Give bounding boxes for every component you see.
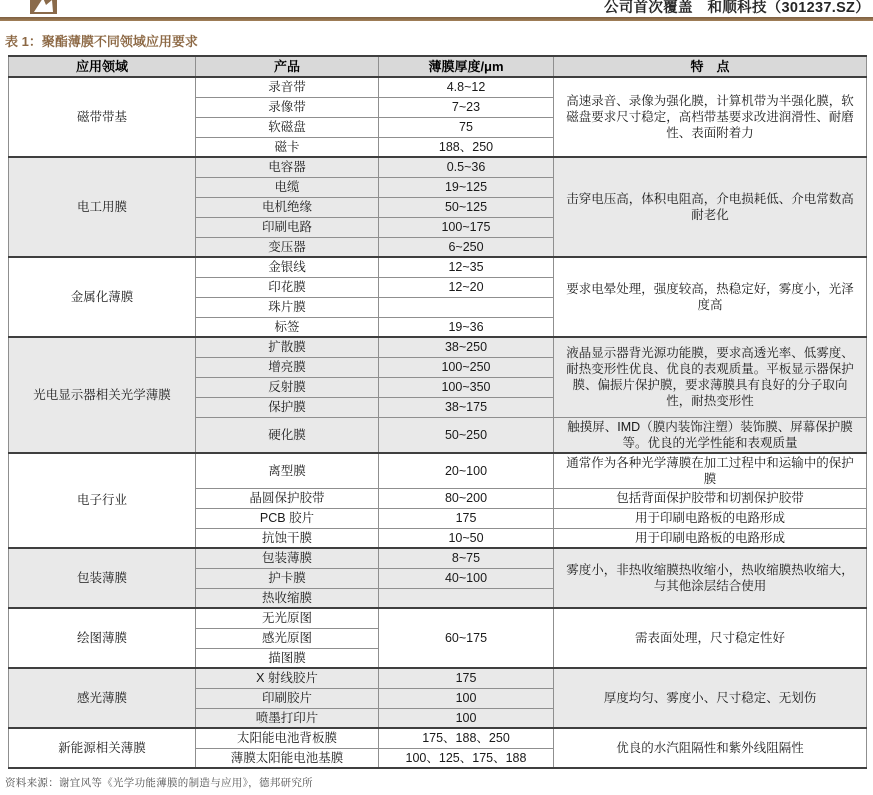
product-cell: 反射膜 [196,377,379,397]
table-header-row [9,56,867,77]
thickness-cell: 100~350 [379,377,554,397]
thickness-cell: 40~100 [379,568,554,588]
thickness-cell: 50~250 [379,417,554,453]
table-row [9,548,867,568]
feature-cell: 触摸屏、IMD（膜内装饰注塑）装饰膜、屏幕保护膜等。优良的光学性能和表观质量 [554,417,867,453]
product-cell: 太阳能电池背板膜 [196,728,379,748]
column-header-0: 应用领域 [9,56,196,77]
product-cell: 电容器 [196,157,379,177]
table-row [9,157,867,177]
thickness-cell: 175 [379,668,554,688]
document-header-title: 公司首次覆盖 和顺科技（301237.SZ） [603,0,870,16]
thickness-cell: 20~100 [379,453,554,489]
thickness-cell: 100 [379,688,554,708]
group-1 [9,157,867,257]
thickness-cell: 19~125 [379,177,554,197]
feature-cell: 要求电晕处理，强度较高，热稳定好，雾度小，光泽度高 [554,257,867,337]
group-0 [9,77,867,157]
product-cell: 喷墨打印片 [196,708,379,728]
thickness-cell: 7~23 [379,97,554,117]
group-3 [9,337,867,453]
company-logo-icon [30,0,57,14]
feature-cell: 厚度均匀、雾度小、尺寸稳定、无划伤 [554,668,867,728]
field-cell: 电子行业 [9,453,196,549]
product-cell: 薄膜太阳能电池基膜 [196,748,379,768]
product-cell: 录音带 [196,77,379,97]
column-header-1: 产品 [196,56,379,77]
thickness-cell: 12~35 [379,257,554,277]
field-cell: 光电显示器相关光学薄膜 [9,337,196,453]
field-cell: 电工用膜 [9,157,196,257]
product-cell: 热收缩膜 [196,588,379,608]
thickness-cell: 100~175 [379,217,554,237]
field-cell: 包装薄膜 [9,548,196,608]
product-cell: 扩散膜 [196,337,379,357]
thickness-cell: 8~75 [379,548,554,568]
feature-cell: 雾度小，非热收缩膜热收缩小，热收缩膜热收缩大，与其他涂层结合使用 [554,548,867,608]
product-cell: 增亮膜 [196,357,379,377]
product-cell: 包装薄膜 [196,548,379,568]
thickness-cell: 6~250 [379,237,554,257]
thickness-cell: 12~20 [379,277,554,297]
field-cell: 新能源相关薄膜 [9,728,196,768]
product-cell: 离型膜 [196,453,379,489]
product-cell: 标签 [196,317,379,337]
group-2 [9,257,867,337]
field-cell: 金属化薄膜 [9,257,196,337]
feature-cell: 用于印刷电路板的电路形成 [554,508,867,528]
table-title: 表 1：聚酯薄膜不同领域应用要求 [5,34,198,49]
thickness-cell: 10~50 [379,528,554,548]
field-cell: 绘图薄膜 [9,608,196,668]
table-row [9,608,867,628]
product-cell: 描图膜 [196,648,379,668]
application-table [8,55,867,769]
product-cell: 金银线 [196,257,379,277]
source-note: 资料来源：谢宜风等《光学功能薄膜的制造与应用》，德邦研究所 [5,777,313,789]
header-divider-rule [0,17,873,21]
thickness-cell [379,588,554,608]
thickness-cell: 75 [379,117,554,137]
feature-cell: 击穿电压高，体积电阻高，介电损耗低、介电常数高耐老化 [554,157,867,257]
thickness-cell: 38~250 [379,337,554,357]
thickness-cell [379,297,554,317]
thickness-cell: 50~125 [379,197,554,217]
product-cell: 抗蚀干膜 [196,528,379,548]
thickness-cell: 80~200 [379,488,554,508]
group-5 [9,548,867,608]
product-cell: 印刷胶片 [196,688,379,708]
feature-cell: 优良的水汽阻隔性和紫外线阻隔性 [554,728,867,768]
product-cell: 电机绝缘 [196,197,379,217]
product-cell: 感光原图 [196,628,379,648]
thickness-cell: 60~175 [379,608,554,668]
field-cell: 感光薄膜 [9,668,196,728]
table-row [9,668,867,688]
product-cell: 保护膜 [196,397,379,417]
thickness-cell: 4.8~12 [379,77,554,97]
product-cell: 电缆 [196,177,379,197]
product-cell: 珠片膜 [196,297,379,317]
thickness-cell: 0.5~36 [379,157,554,177]
column-header-2: 薄膜厚度/μm [379,56,554,77]
field-cell: 磁带带基 [9,77,196,157]
feature-cell: 液晶显示器背光源功能膜，要求高透光率、低雾度、耐热变形性优良、优良的表观质量。平板显示器保护膜、偏振片保护膜，要求薄膜具有良好的分子取向性，耐热变形性 [554,337,867,417]
table-row [9,453,867,489]
thickness-cell: 100 [379,708,554,728]
product-cell: 印花膜 [196,277,379,297]
thickness-cell: 100、125、175、188 [379,748,554,768]
product-cell: 无光原图 [196,608,379,628]
thickness-cell: 188、250 [379,137,554,157]
group-7 [9,668,867,728]
product-cell: 硬化膜 [196,417,379,453]
product-cell: 变压器 [196,237,379,257]
product-cell: PCB 胶片 [196,508,379,528]
table-row [9,77,867,97]
product-cell: 晶圆保护胶带 [196,488,379,508]
feature-cell: 需表面处理，尺寸稳定性好 [554,608,867,668]
product-cell: 护卡膜 [196,568,379,588]
table-row [9,728,867,748]
product-cell: 软磁盘 [196,117,379,137]
thickness-cell: 175 [379,508,554,528]
thickness-cell: 100~250 [379,357,554,377]
table-row [9,257,867,277]
thickness-cell: 38~175 [379,397,554,417]
product-cell: X 射线胶片 [196,668,379,688]
thickness-cell: 19~36 [379,317,554,337]
feature-cell: 高速录音、录像为强化膜，计算机带为半强化膜，软磁盘要求尺寸稳定，高档带基要求改进润滑性、耐磨性、表面附着力 [554,77,867,157]
product-cell: 印刷电路 [196,217,379,237]
product-cell: 磁卡 [196,137,379,157]
column-header-3: 特 点 [554,56,867,77]
group-8 [9,728,867,768]
feature-cell: 通常作为各种光学薄膜在加工过程中和运输中的保护膜 [554,453,867,489]
group-4 [9,453,867,549]
thickness-cell: 175、188、250 [379,728,554,748]
feature-cell: 用于印刷电路板的电路形成 [554,528,867,548]
feature-cell: 包括背面保护胶带和切割保护胶带 [554,488,867,508]
product-cell: 录像带 [196,97,379,117]
table-row [9,337,867,357]
group-6 [9,608,867,668]
masthead [0,0,873,16]
